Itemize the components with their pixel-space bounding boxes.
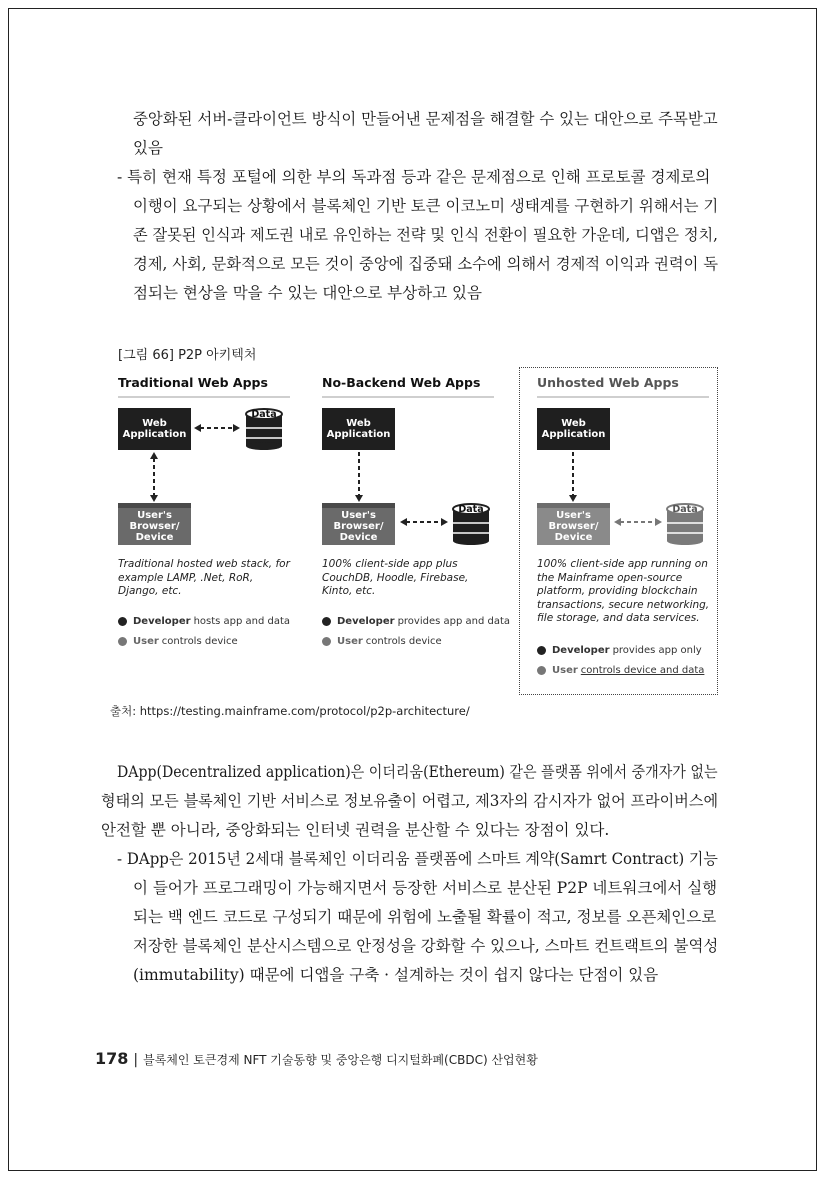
bullet1-line-1: - 특히 현재 특정 포털에 의한 부의 독과점 등과 같은 문제점으로 인해 프로토콜 경제로의 [117, 168, 711, 186]
legend-text: hosts app and data [193, 616, 291, 627]
web-application-box: Web Application [322, 408, 395, 450]
col-rule-unhosted [537, 396, 709, 398]
para2-line-1: DApp(Decentralized application)은 이더리움(Ethereum) 같은 플랫폼 위에서 중개자가 없는 [117, 763, 718, 781]
legend-dot-grey [118, 637, 127, 646]
bullet2-line-4: 저장한 블록체인 분산시스템으로 안정성을 강화할 수 있으나, 스마트 컨트랙트의 불역성 [133, 937, 719, 955]
legend-text: controls device [161, 636, 238, 647]
bullet1-line-5: 점되는 현상을 막을 수 있는 대안으로 부상하고 있음 [133, 284, 482, 302]
legend-user [322, 636, 442, 647]
legend-role: User [337, 636, 363, 647]
legend-developer [118, 616, 290, 627]
user-browser-box: User's Browser/ Device [537, 503, 610, 545]
page-number: 178 [95, 1049, 129, 1068]
para1-line-1: 중앙화된 서버-클라이언트 방식이 만들어낸 문제점을 해결할 수 있는 대안으로 주목받고 [133, 110, 718, 128]
legend-role: Developer [337, 616, 395, 627]
bullet2-line-3: 되는 백 엔드 코드로 구성되기 때문에 위험에 노출될 확률이 적고, 정보를 오픈체인으로 [133, 908, 717, 926]
dashed-arrow-vertical [149, 452, 159, 502]
dashed-arrow-horizontal [614, 517, 662, 527]
legend-dot-grey [322, 637, 331, 646]
bullet2-line-2: 이 들어가 프로그래밍이 가능해지면서 등장한 서비스로 분산된 P2P 네트워크에서 실행 [133, 879, 718, 897]
data-label: Data [672, 504, 698, 515]
figure-source: 출처: https://testing.mainframe.com/protocol/p2p-architecture/ [110, 704, 470, 718]
col-title-traditional: Traditional Web Apps [118, 375, 268, 390]
legend-dot-dark [118, 617, 127, 626]
desc-line: transactions, secure networking, [537, 598, 710, 611]
desc-line: 100% client-side app plus [322, 558, 458, 570]
para1-line-2: 있음 [133, 139, 163, 157]
legend-text: provides app and data [397, 616, 511, 627]
para2-line-2: 형태의 모든 블록체인 기반 서비스로 정보유출이 어렵고, 제3자의 감시자가 없어 프라이버스에 [101, 792, 719, 810]
bullet1-line-3: 존 잘못된 인식과 제도권 내로 유인하는 전략 및 인식 전환이 필요한 가운데, 디앱은 정치, [133, 226, 718, 244]
col-rule-traditional [118, 396, 290, 398]
desc-line: example LAMP, .Net, RoR, [118, 571, 254, 584]
desc-line: Traditional hosted web stack, for [118, 558, 290, 570]
legend-text: controls device [365, 636, 442, 647]
bullet1-line-4: 경제, 사회, 문화적으로 모든 것이 중앙에 집중돼 소수에 의해서 경제적 이익과 권력이 독 [133, 255, 719, 273]
user-browser-box: User's Browser/ Device [322, 503, 395, 545]
legend-text: controls device and data [580, 665, 705, 676]
legend-developer [537, 645, 702, 656]
footer-title: 블록체인 토큰경제 NFT 기술동향 및 중앙은행 디지털화폐(CBDC) 산업현황 [143, 1053, 538, 1067]
legend-user [118, 636, 238, 647]
desc-line: Kinto, etc. [322, 585, 376, 597]
legend-role: Developer [133, 616, 191, 627]
legend-dot-dark [322, 617, 331, 626]
web-application-box: Web Application [118, 408, 191, 450]
legend-text: provides app only [612, 645, 702, 656]
legend-role: User [552, 665, 578, 676]
web-application-box: Web Application [537, 408, 610, 450]
legend-role: Developer [552, 645, 610, 656]
para2-line-3: 안전할 뿐 아니라, 중앙화되는 인터넷 권력을 분산할 수 있다는 장점이 있다. [101, 821, 610, 839]
desc-line: CouchDB, Hoodle, Firebase, [322, 571, 469, 584]
legend-user [537, 665, 704, 676]
col-desc-traditional [118, 558, 290, 599]
desc-line: file storage, and data services. [537, 612, 700, 624]
dashed-arrow-down [568, 452, 578, 502]
desc-line: Django, etc. [118, 585, 182, 597]
page-footer [95, 1049, 538, 1068]
col-title-unhosted: Unhosted Web Apps [537, 375, 679, 390]
bullet2-line-5: (immutability) 때문에 디앱을 구축 · 설계하는 것이 쉽지 않다는 단점이 있음 [133, 966, 659, 984]
legend-dot-grey [537, 666, 546, 675]
desc-line: the Mainframe open-source [537, 571, 683, 584]
footer-separator: | [133, 1052, 139, 1068]
bullet1-line-2: 이행이 요구되는 상황에서 블록체인 기반 토큰 이코노미 생태계를 구현하기 위해서는 기 [133, 197, 719, 215]
desc-line: platform, providing blockchain [537, 585, 698, 597]
dashed-arrow-horizontal [194, 423, 240, 433]
desc-line: 100% client-side app running on [537, 558, 708, 570]
col-desc-nobackend [322, 558, 468, 599]
col-title-nobackend: No-Backend Web Apps [322, 375, 481, 390]
bullet2-line-1: - DApp은 2015년 2세대 블록체인 이더리움 플랫폼에 스마트 계약(Samrt Contract) 기능 [117, 850, 718, 868]
data-label: Data [458, 504, 484, 515]
data-label: Data [251, 409, 277, 420]
legend-role: User [133, 636, 159, 647]
col-desc-unhosted [537, 558, 709, 626]
dashed-arrow-horizontal [400, 517, 448, 527]
legend-dot-dark [537, 646, 546, 655]
legend-developer [322, 616, 510, 627]
dashed-arrow-down [354, 452, 364, 502]
figure-caption: [그림 66] P2P 아키텍처 [118, 348, 257, 363]
user-browser-box: User's Browser/ Device [118, 503, 191, 545]
col-rule-nobackend [322, 396, 494, 398]
